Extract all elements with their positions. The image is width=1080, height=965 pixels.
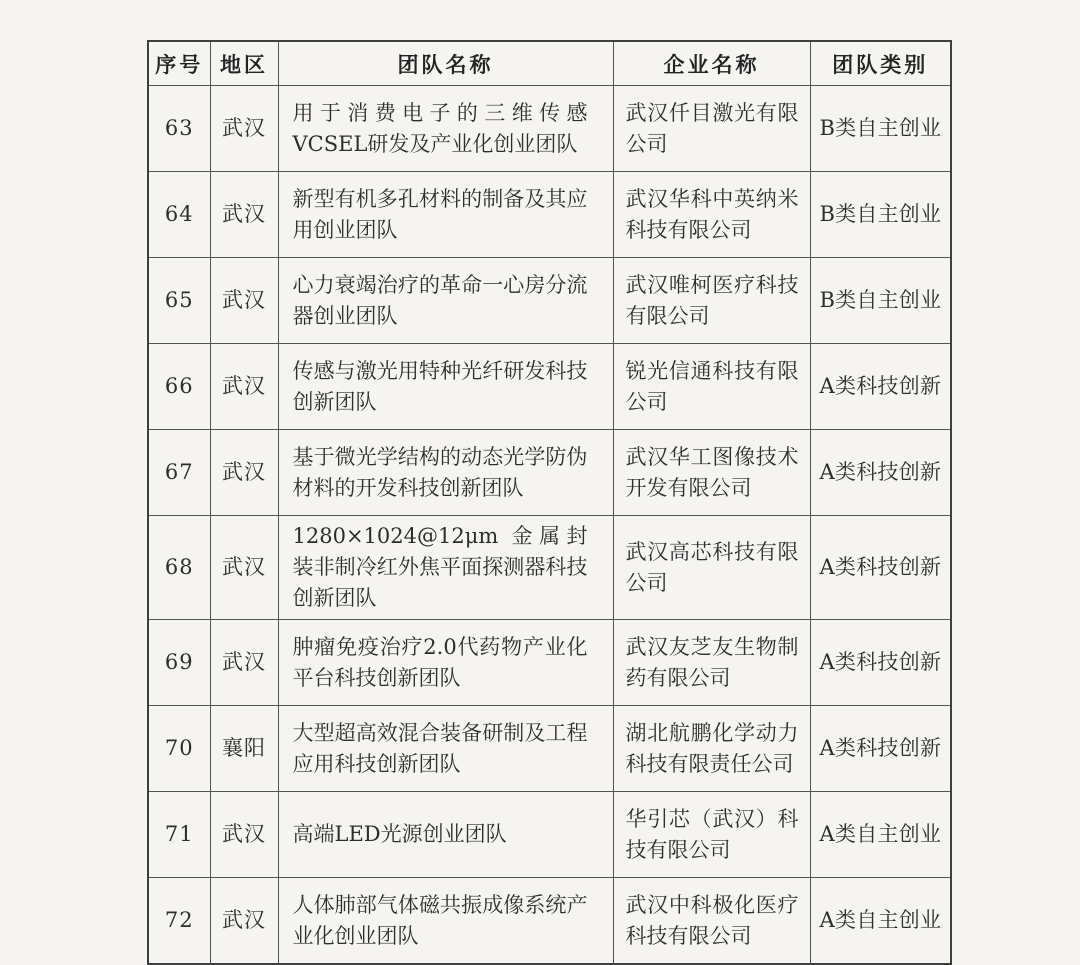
row-number: 67 <box>148 430 210 516</box>
row-number: 66 <box>148 344 210 430</box>
row-team-name: 用于消费电子的三维传感VCSEL研发及产业化创业团队 <box>278 86 613 172</box>
row-number: 69 <box>148 620 210 706</box>
row-region: 武汉 <box>210 430 278 516</box>
row-team-name: 大型超高效混合装备研制及工程应用科技创新团队 <box>278 706 613 792</box>
row-team-name: 基于微光学结构的动态光学防伪材料的开发科技创新团队 <box>278 430 613 516</box>
row-category: A类科技创新 <box>810 430 951 516</box>
row-category: B类自主创业 <box>810 86 951 172</box>
header-序号: 序号 <box>148 41 210 86</box>
row-region: 武汉 <box>210 516 278 620</box>
row-company-name: 武汉华工图像技术开发有限公司 <box>613 430 810 516</box>
table-row <box>148 706 951 792</box>
row-company-name: 锐光信通科技有限公司 <box>613 344 810 430</box>
row-category: B类自主创业 <box>810 172 951 258</box>
row-company-name: 武汉高芯科技有限公司 <box>613 516 810 620</box>
document-page <box>147 40 950 965</box>
row-company-name: 武汉中科极化医疗科技有限公司 <box>613 878 810 965</box>
table-row <box>148 516 951 620</box>
row-team-name: 传感与激光用特种光纤研发科技创新团队 <box>278 344 613 430</box>
row-team-name: 人体肺部气体磁共振成像系统产业化创业团队 <box>278 878 613 965</box>
table-row <box>148 172 951 258</box>
table-row <box>148 792 951 878</box>
header-地区: 地区 <box>210 41 278 86</box>
row-team-name: 肿瘤免疫治疗2.0代药物产业化平台科技创新团队 <box>278 620 613 706</box>
table-row <box>148 430 951 516</box>
row-category: A类科技创新 <box>810 344 951 430</box>
table-row <box>148 258 951 344</box>
teams-table <box>147 40 952 965</box>
header-团队类别: 团队类别 <box>810 41 951 86</box>
table-row <box>148 86 951 172</box>
row-region: 武汉 <box>210 86 278 172</box>
row-number: 65 <box>148 258 210 344</box>
row-category: A类自主创业 <box>810 792 951 878</box>
row-category: A类科技创新 <box>810 516 951 620</box>
row-region: 武汉 <box>210 792 278 878</box>
row-category: A类科技创新 <box>810 620 951 706</box>
header-团队名称: 团队名称 <box>278 41 613 86</box>
row-category: A类科技创新 <box>810 706 951 792</box>
row-company-name: 武汉友芝友生物制药有限公司 <box>613 620 810 706</box>
row-number: 68 <box>148 516 210 620</box>
row-category: B类自主创业 <box>810 258 951 344</box>
row-company-name: 武汉仟目激光有限公司 <box>613 86 810 172</box>
row-company-name: 武汉唯柯医疗科技有限公司 <box>613 258 810 344</box>
row-team-name: 新型有机多孔材料的制备及其应用创业团队 <box>278 172 613 258</box>
row-region: 武汉 <box>210 878 278 965</box>
row-team-name: 高端LED光源创业团队 <box>278 792 613 878</box>
row-number: 70 <box>148 706 210 792</box>
row-number: 64 <box>148 172 210 258</box>
row-team-name: 1280×1024@12μm 金属封装非制冷红外焦平面探测器科技创新团队 <box>278 516 613 620</box>
table-row <box>148 344 951 430</box>
table-header-row <box>148 41 951 86</box>
header-企业名称: 企业名称 <box>613 41 810 86</box>
row-region: 襄阳 <box>210 706 278 792</box>
row-region: 武汉 <box>210 620 278 706</box>
row-region: 武汉 <box>210 258 278 344</box>
row-company-name: 华引芯（武汉）科技有限公司 <box>613 792 810 878</box>
row-company-name: 湖北航鹏化学动力科技有限责任公司 <box>613 706 810 792</box>
row-number: 63 <box>148 86 210 172</box>
row-team-name: 心力衰竭治疗的革命一心房分流器创业团队 <box>278 258 613 344</box>
row-number: 72 <box>148 878 210 965</box>
table-row <box>148 620 951 706</box>
row-company-name: 武汉华科中英纳米科技有限公司 <box>613 172 810 258</box>
table-row <box>148 878 951 965</box>
row-category: A类自主创业 <box>810 878 951 965</box>
row-region: 武汉 <box>210 172 278 258</box>
row-region: 武汉 <box>210 344 278 430</box>
row-number: 71 <box>148 792 210 878</box>
